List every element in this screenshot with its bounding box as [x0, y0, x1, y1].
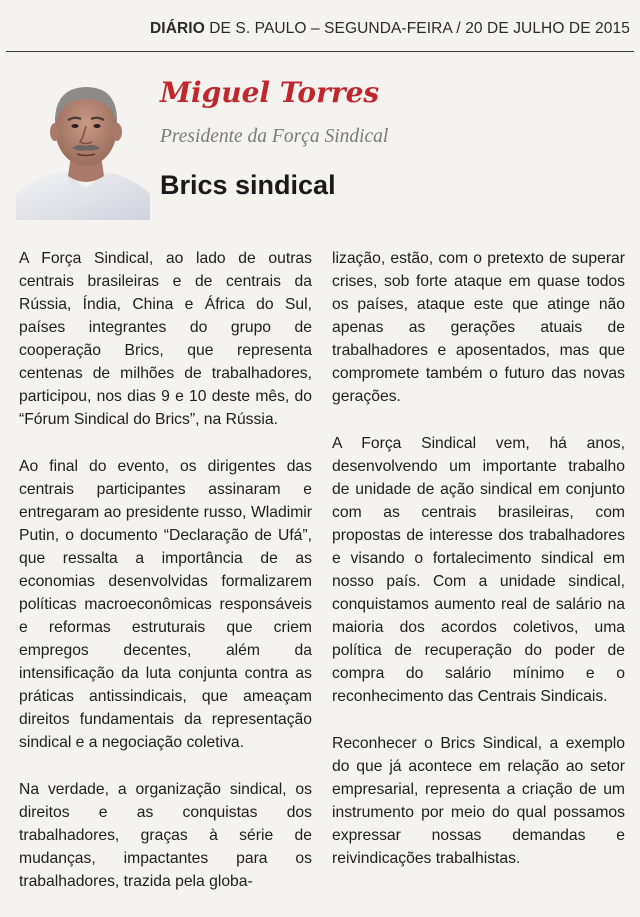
masthead-brand: DIÁRIO — [150, 20, 205, 37]
paragraph: A Força Sindical vem, há anos, desenvolvendo um importante trabalho de unidade de ação sindical em conjunto com as centrais brasileiras, com propostas de interesse dos trabalhadores e visando o fortalecimento sindical em nosso país. Com a unidade sindical, conquistamos aumento real de salário na maioria dos acordos coletivos, uma política de recuperação do poder de compra do salário mínimo e o reconhecimento das Centrais Sindicais. — [332, 435, 625, 705]
paragraph: lização, estão, com o pretexto de superar crises, sob forte ataque em quase todos os países, ataque este que atinge não apenas as gerações atuais de trabalhadores e aposentados, mas que compromete também o futuro das novas gerações. — [332, 250, 625, 405]
author-portrait — [16, 76, 150, 220]
paragraph: Na verdade, a organização sindical, os direitos e as conquistas dos trabalhadores, graças à série de mudanças, impactantes para os trabalhadores, trazida pela globa- — [19, 781, 312, 890]
author-role: Presidente da Força Sindical — [160, 126, 389, 147]
article-column-left — [19, 247, 312, 917]
masthead-date: DE S. PAULO – SEGUNDA-FEIRA / 20 DE JULHO DE 2015 — [204, 20, 630, 37]
paragraph: Reconhecer o Brics Sindical, a exemplo do que já acontece em relação ao setor empresarial, representa a criação de um instrumento por meio do qual possamos expressar nossas demandas e reivindicações trabalhistas. — [332, 735, 625, 867]
masthead — [150, 20, 630, 38]
article-column-right — [332, 247, 625, 894]
article-headline: Brics sindical — [160, 170, 336, 200]
masthead-rule — [6, 51, 634, 52]
paragraph: A Força Sindical, ao lado de outras centrais brasileiras e de centrais da Rússia, Índia, China e África do Sul, países integrantes do grupo de cooperação Brics, que representa centenas de milhões de trabalhadores, participou, nos dias 9 e 10 deste mês, do “Fórum Sindical do Brics”, na Rússia. — [19, 250, 312, 428]
author-name: Miguel Torres — [160, 76, 380, 109]
paragraph: Ao final do evento, os dirigentes das centrais participantes assinaram e entregaram ao presidente russo, Wladimir Putin, o documento “Declaração de Ufá”, que ressalta a importância de as economias desenvolvidas formalizarem políticas macroeconômicas responsáveis e reformas estruturais que criem empregos decentes, além da intensificação da luta conjunta contra as práticas antissindicais, que ameaçam direitos fundamentais da representação sindical e a negociação coletiva. — [19, 458, 312, 751]
